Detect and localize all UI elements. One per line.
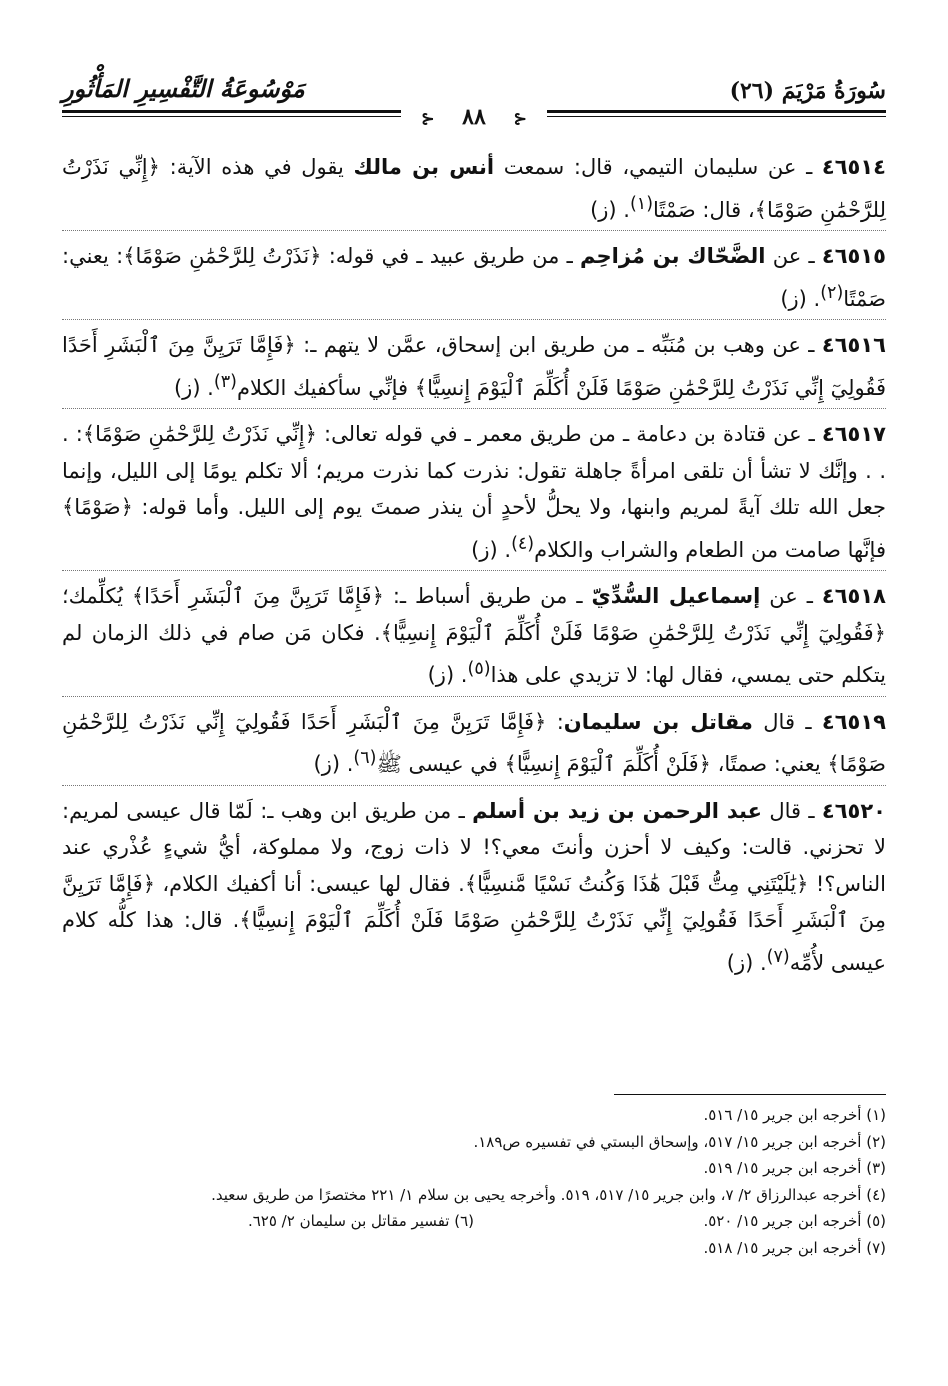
quran-verse: ﴿فَقُولِيٓ إِنِّي نَذَرْتُ لِلرَّحْمَٰنِ صَوْمًا فَلَنْ أُكَلِّمَ ٱلْيَوْمَ إِنسِيًّا﴾ (380, 620, 886, 645)
footnote-ref: (٣) (213, 371, 237, 392)
book-title: مَوْسُوعَةُ التَّفْسِيرِ المَأْثُورِ (62, 74, 305, 103)
narration-text: ، قال: صَمْتًا (653, 197, 755, 222)
quran-verse: ﴿إِنِّي نَذَرْتُ لِلرَّحْمَٰنِ صَوْمًا﴾ (62, 155, 886, 222)
narrator-name: مقاتل بن سليمان (563, 709, 753, 734)
narration-text: في عيسى ﷺ (376, 752, 505, 776)
main-text (62, 148, 886, 989)
narration-text: : يعني: صَمْتًا (62, 244, 886, 311)
narration-text: ـ قال (761, 798, 822, 823)
narration-number: ٤٦٥٢٠ (821, 798, 886, 823)
narration-text: ـ عن (765, 244, 822, 268)
narration-text: . فكان مَن صام في ذلك الزمان لم يتكلم حتى يمسي، فقال لها: لا تزيدي على هذا (62, 620, 886, 687)
narration-number: ٤٦٥١٨ (821, 584, 886, 608)
footnote: (٦) تفسير مقاتل بن سليمان ٢/ ٦٢٥. (247, 1212, 474, 1230)
narration-text: ـ عن قتادة بن دعامة ـ من طريق معمر ـ في قوله تعالى: (316, 422, 822, 446)
page-number: ٨٨ (452, 104, 496, 130)
narration-number: ٤٦٥١٩ (821, 709, 886, 734)
footnote-ref: (٤) (511, 533, 535, 554)
footnotes (62, 1102, 886, 1261)
narration-entry (62, 237, 886, 320)
narration-text: يُكلِّمك؛ (62, 584, 132, 608)
quran-verse: ﴿إِنِّي نَذَرْتُ لِلرَّحْمَٰنِ صَوْمًا﴾ (82, 422, 317, 446)
footnote-ref: (١) (629, 193, 654, 214)
footnote: (٤) أخرجه عبدالرزاق ٢/ ٧، وابن جرير ١٥/ ٥١٧، ٥١٩. وأخرجه يحيى بن سلام ١/ ٢٢١ مختصرًا من طريق سعيد. (211, 1185, 886, 1204)
narration-number: ٤٦٥١٤ (821, 155, 886, 179)
source-code: . (ز) (173, 375, 214, 400)
source-code: . (ز) (427, 663, 468, 687)
narration-entry (62, 326, 886, 409)
footnote-ref: (٦) (353, 748, 377, 768)
narration-text: يعني: صمتًا، (710, 752, 828, 776)
narration-text: ـ قال (752, 709, 822, 734)
quran-verse: ﴿فَإِمَّا تَرَيِنَّ مِنَ ٱلْبَشَرِ أَحَدًا فَقُولِيٓ إِنِّي نَذَرْتُ لِلرَّحْمَٰنِ صَوْمًا فَلَنْ أُكَلِّمَ ٱلْيَوْمَ إِنسِيًّا﴾ (62, 333, 886, 400)
narration-text: ـ عن (760, 584, 822, 608)
source-code: . (ز) (471, 537, 512, 562)
source-code: . (ز) (726, 950, 767, 975)
quran-verse: ﴿فَإِمَّا تَرَيِنَّ مِنَ ٱلْبَشَرِ أَحَدًا فَقُولِيٓ إِنِّي نَذَرْتُ لِلرَّحْمَٰنِ صَوْمًا فَلَنْ أُكَلِّمَ ٱلْيَوْمَ إِنسِيًّا﴾ (62, 871, 886, 932)
narration-entry (62, 703, 886, 786)
narrator-name: أنس بن مالك (353, 155, 495, 179)
footnote-ref: (٧) (766, 946, 790, 967)
source-code: . (ز) (313, 752, 354, 776)
footnote: (٥) أخرجه ابن جرير ١٥/ ٥٢٠. (703, 1212, 886, 1230)
quran-verse: ﴿فَإِمَّا تَرَيِنَّ مِنَ ٱلْبَشَرِ أَحَدًا فَقُولِيٓ إِنِّي نَذَرْتُ لِلرَّحْمَٰنِ صَوْمًا﴾ (62, 709, 886, 776)
footnote: (٧) أخرجه ابن جرير ١٥/ ٥١٨. (703, 1238, 886, 1257)
narration-text: ـ من طريق أسباط ـ: (383, 584, 592, 608)
narration-text: . قال: هذا كلُّه كلام عيسى لأُمِّه (62, 908, 886, 975)
narration-number: ٤٦٥١٧ (821, 422, 886, 446)
quran-verse: ﴿فَلَنْ أُكَلِّمَ ٱلْيَوْمَ إِنسِيًّا﴾ (504, 752, 711, 776)
narration-entry (62, 792, 886, 984)
narrator-name: عبد الرحمن بن زيد بن أسلم (472, 798, 762, 823)
footnote: (١) أخرجه ابن جرير ١٥/ ٥١٦. (703, 1106, 886, 1124)
narration-text: فإنَّها صامت من الطعام والشراب والكلام (534, 537, 886, 562)
narration-text: فإنِّي سأكفيك الكلام (236, 375, 415, 400)
source-code: . (ز) (590, 197, 630, 222)
quran-verse: ﴿فَإِمَّا تَرَيِنَّ مِنَ ٱلْبَشَرِ أَحَدًا﴾ (131, 584, 384, 608)
page-number-block (0, 104, 948, 130)
narration-text: . فقال لها عيسى: أنا أكفيك الكلام، (155, 871, 465, 896)
source-code: . (ز) (780, 286, 821, 311)
narration-text: ـ من طريق عبيد ـ في قوله: (321, 244, 581, 268)
narration-text: : . . . وإنَّك لا تشأ أن تلقى امرأةً جاهلة تقول: نذرت كما نذرت مريم؛ ألا تكلم يومًا إلى الليل، وإنما جعل الله تلك آيةً لمريم وابنها، ولا يحلُّ لأحدٍ أن ينذر صمتَ يوم إلى الليل. وأما قوله: (62, 422, 886, 519)
footnote: (٢) أخرجه ابن جرير ١٥/ ٥١٧، وإسحاق البستي في تفسيره ص١٨٩. (473, 1132, 886, 1151)
narrator-name: إسماعيل السُّدِّيّ (591, 584, 761, 608)
narration-entry (62, 148, 886, 231)
footnote-row (62, 1208, 886, 1235)
ornament-icon: ⊱ (411, 109, 444, 128)
narrator-name: الضَّحّاك بن مُزاحِم (580, 244, 766, 268)
footnote: (٣) أخرجه ابن جرير ١٥/ ٥١٩. (703, 1159, 886, 1177)
narration-number: ٤٦٥١٥ (821, 244, 886, 268)
narration-text: ـ عن سليمان التيمي، قال: سمعت (494, 155, 822, 179)
narration-text: ـ عن وهب بن مُنَبِّه ـ من طريق ابن إسحاق، عمَّن لا يتهم ـ: (295, 333, 822, 357)
page-header (62, 72, 886, 108)
ornament-icon: ⊱ (503, 109, 536, 128)
chapter-title: سُورَةُ مَرْيَمَ (٢٦) (729, 78, 886, 104)
quran-verse: ﴿نَذَرْتُ لِلرَّحْمَٰنِ صَوْمًا﴾ (123, 244, 322, 268)
narration-text: ـ من طريق ابن وهب ـ: لَمّا قال عيسى لمريم: لا تحزني. قالت: وكيف لا أحزن وأنتَ معي؟! لا ذات زوج، ولا مملوكة، أيُّ شيءٍ عُذْري عند الناس؟! (62, 798, 887, 896)
quran-verse: ﴿صَوْمًا﴾ (62, 495, 133, 519)
footnote-rule (614, 1094, 886, 1095)
narration-text: يقول في هذه الآية: (159, 155, 354, 179)
footnote-ref: (٥) (467, 659, 491, 679)
narration-number: ٤٦٥١٦ (821, 333, 886, 357)
narration-entry (62, 577, 886, 697)
quran-verse: ﴿يَٰلَيْتَنِي مِتُّ قَبْلَ هَٰذَا وَكُنتُ نَسْيًا مَّنسِيًّا﴾ (464, 871, 809, 896)
narration-entry (62, 415, 886, 571)
footnote-ref: (٢) (820, 282, 844, 303)
narration-text: : (546, 709, 564, 734)
